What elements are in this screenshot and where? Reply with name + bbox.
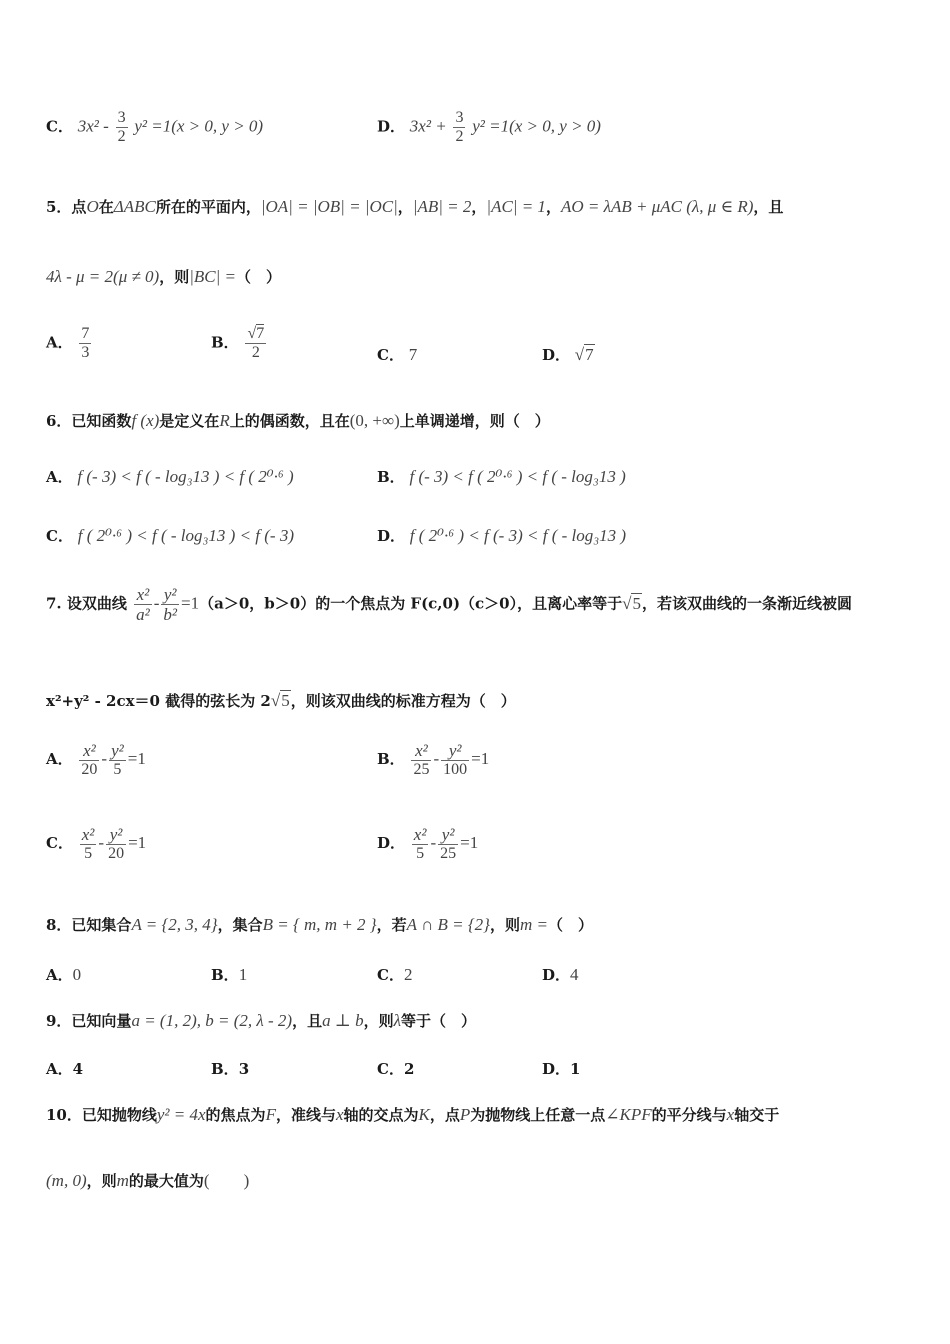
q5-stem-line2: 4λ - μ = 2(μ ≠ 0)，则|BC| =（ ） xyxy=(46,267,282,286)
option-expr: 3x² - xyxy=(77,116,109,136)
q5-option-a[interactable] xyxy=(46,326,93,361)
option-expr: f (- 3) < f ( - log₃13 ) < f ( 2⁰·⁶ ) xyxy=(77,467,294,486)
q8-option-d[interactable] xyxy=(542,966,579,983)
q5-option-d[interactable] xyxy=(542,346,595,363)
option-label: D． xyxy=(377,117,406,136)
option-value: 1 xyxy=(238,965,248,984)
option-label: B． xyxy=(211,333,239,352)
q9-stem: 9．已知向量a = (1, 2), b = (2, λ - 2)，且a ⊥ b，则λ等于（ ） xyxy=(46,1011,476,1030)
q7-option-a[interactable]: A． $\frac{\text{x²}}{20}$ - $\frac{\text{y²}}{5}$ =1 xyxy=(46,741,146,778)
option-label: B． xyxy=(377,468,405,486)
option-label: A． xyxy=(46,750,73,768)
q10-stem-line1: 10．已知抛物线y² = 4x的焦点为F，准线与x轴的交点为K，点P为抛物线上任意一点∠KPF的平分线与x轴交于 xyxy=(46,1105,780,1124)
option-value: 2 xyxy=(403,965,413,984)
option-expr: f ( 2⁰·⁶ ) < f (- 3) < f ( - log₃13 ) xyxy=(409,526,627,545)
fraction: $\frac{3}{2}$ xyxy=(117,109,126,145)
q8-option-c[interactable] xyxy=(377,966,412,983)
option-expr: y² =1(x > 0, y > 0) xyxy=(134,116,264,136)
fraction: $\frac{7}{3}$ xyxy=(81,325,90,361)
option-value: 4 xyxy=(570,965,579,984)
option-label: C． xyxy=(377,346,404,364)
option-label: C． xyxy=(377,1060,404,1078)
q6-option-b[interactable] xyxy=(377,468,626,485)
option-value: 1 xyxy=(570,1060,581,1078)
q8-option-a[interactable] xyxy=(46,966,81,983)
q7-option-c[interactable]: C． $\frac{\text{x²}}{5}$ - $\frac{\text{y²}}{20}$ =1 xyxy=(46,825,147,862)
q8-option-b[interactable] xyxy=(211,966,247,983)
option-value: 2 xyxy=(403,1060,415,1078)
option-label: B． xyxy=(211,966,239,984)
q4-option-d[interactable] xyxy=(377,110,601,145)
option-label: D． xyxy=(542,346,571,364)
option-label: D． xyxy=(542,1060,571,1078)
fraction: $\frac{3}{2}$ xyxy=(455,109,464,145)
q8-stem: 8．已知集合A = {2, 3, 4}，集合B = { m, m + 2 }，若A ∩ B = {2}，则m =（ ） xyxy=(46,915,593,934)
q7-stem-line2: x²+y² - 2cx＝0 截得的弦长为 2√5，则该双曲线的标准方程为（ ） xyxy=(46,691,516,710)
option-expr: y² =1(x > 0, y > 0) xyxy=(472,116,601,136)
option-label: C． xyxy=(377,966,404,984)
option-label: B． xyxy=(211,1060,239,1078)
q6-option-a[interactable] xyxy=(46,468,294,485)
option-expr: f (- 3) < f ( 2⁰·⁶ ) < f ( - log₃13 ) xyxy=(409,467,626,486)
option-label: A． xyxy=(46,468,73,486)
q4-option-c[interactable] xyxy=(46,110,263,145)
q9-option-a[interactable] xyxy=(46,1062,83,1077)
q10-stem-line2: (m, 0)，则m的最大值为( ) xyxy=(46,1171,250,1190)
option-value: 4 xyxy=(72,1060,84,1078)
option-value: 0 xyxy=(72,965,82,984)
q9-option-c[interactable] xyxy=(377,1062,414,1077)
q6-option-c[interactable] xyxy=(46,527,294,544)
option-label: C． xyxy=(46,117,73,136)
q5-stem-line1: 5．点O在ΔABC所在的平面内，|OA| = |OB| = |OC|，|AB| = 2，|AC| = 1，AO = λAB + μAC (λ, μ ∈ R)，且 xyxy=(46,197,784,216)
option-label: A． xyxy=(46,966,73,984)
q5-option-b[interactable] xyxy=(211,326,268,361)
option-label: C． xyxy=(46,527,73,545)
option-label: A． xyxy=(46,1060,73,1078)
option-label: B． xyxy=(377,750,405,768)
option-expr: f ( 2⁰·⁶ ) < f ( - log₃13 ) < f (- 3) xyxy=(77,526,294,545)
q7-option-b[interactable]: B． $\frac{\text{x²}}{25}$ - $\frac{\text{y²}}{100}$ =1 xyxy=(377,741,490,778)
q9-option-b[interactable] xyxy=(211,1062,249,1077)
option-label: D． xyxy=(377,834,406,852)
option-label: A． xyxy=(46,333,73,352)
option-label: D． xyxy=(377,527,406,545)
q7-option-d[interactable]: D． $\frac{\text{x²}}{5}$ - $\frac{\text{y²}}{25}$ =1 xyxy=(377,825,479,862)
option-value: 7 xyxy=(408,345,418,364)
option-expr: 3x² + xyxy=(409,116,447,136)
q6-option-d[interactable] xyxy=(377,527,626,544)
fraction: $\frac{√7}{2}$ xyxy=(247,325,265,361)
q7-stem-line1: 7. 设双曲线 $\frac{\text{x²}}{\text{a²}}$ - $\frac{\text{y²}}{\text{b²}}$ =1（a＞0，b＞0）的一个焦点为 F(c,0)（c＞0），且离心率等于√5，若该双曲线的一条渐近线被圆 xyxy=(46,585,852,624)
sqrt-expr: √7 xyxy=(574,345,594,364)
option-value: 3 xyxy=(238,1060,250,1078)
q6-stem: 6．已知函数f (x)是定义在R上的偶函数，且在(0, +∞)上单调递增，则（ ） xyxy=(46,411,550,430)
q5-option-c[interactable] xyxy=(377,346,417,363)
q9-option-d[interactable] xyxy=(542,1062,580,1077)
option-label: D． xyxy=(542,966,571,984)
option-label: C． xyxy=(46,834,73,852)
